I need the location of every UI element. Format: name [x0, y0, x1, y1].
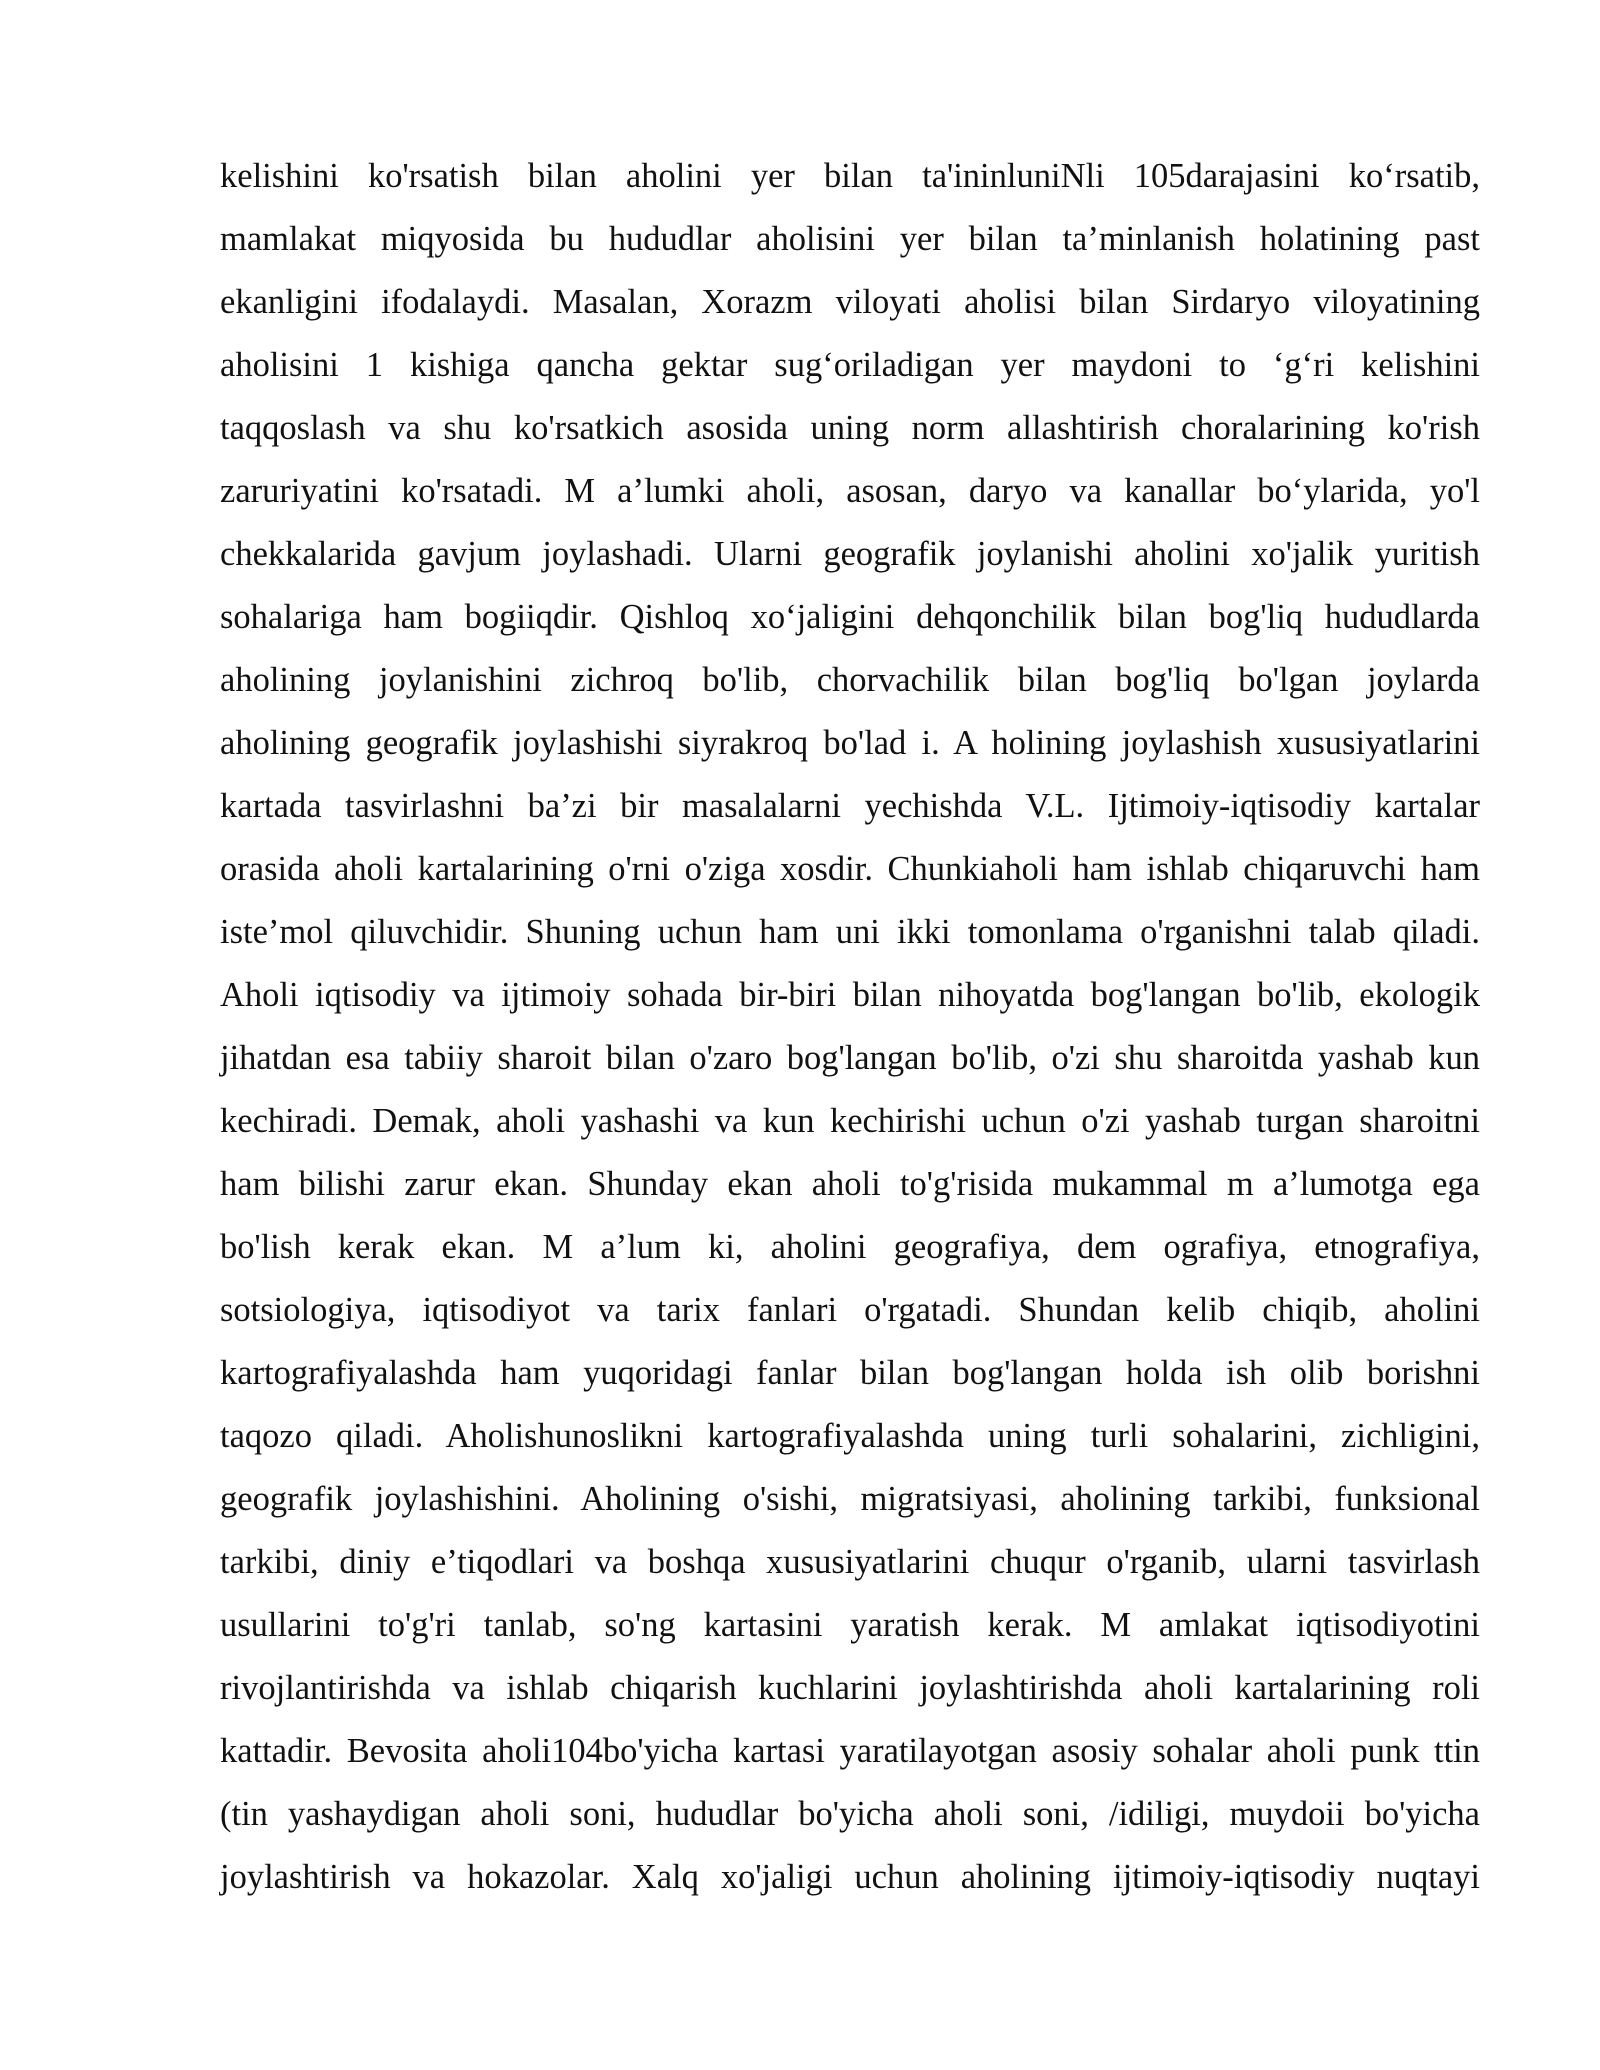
- text-line: taqozo qiladi. Aholishunoslikni kartografiyalashda uning turli sohalarini, zichligini,: [220, 1417, 1480, 1455]
- text-line: rivojlantirishda va ishlab chiqarish kuchlarini joylashtirishda aholi kartalarining roli: [220, 1669, 1480, 1707]
- text-line: kechiradi. Demak, aholi yashashi va kun kechirishi uchun o'zi yashab turgan sharoitni: [220, 1102, 1480, 1140]
- text-line: taqqoslash va shu ko'rsatkich asosida uning norm allashtirish choralarining ko'rish: [220, 409, 1480, 447]
- text-line: Aholi iqtisodiy va ijtimoiy sohada bir-biri bilan nihoyatda bog'langan bo'lib, ekologik: [220, 976, 1480, 1014]
- text-line: zaruriyatini ko'rsatadi. M a’lumki aholi, asosan, daryo va kanallar bo‘ylarida, yo'l: [220, 472, 1480, 510]
- text-line: sotsiologiya, iqtisodiyot va tarix fanlari o'rgatadi. Shundan kelib chiqib, aholini: [220, 1291, 1480, 1329]
- text-line: bo'lish kerak ekan. M a’lum ki, aholini geografiya, dem ografiya, etnografiya,: [220, 1228, 1480, 1266]
- body-text: [220, 145, 1480, 1909]
- text-line: aholisini 1 kishiga qancha gektar sug‘oriladigan yer maydoni to ‘g‘ri kelishini: [220, 346, 1480, 384]
- text-line: aholining geografik joylashishi siyrakroq bo'lad i. A holining joylashish xususiyatlarini: [220, 724, 1480, 762]
- text-line: mamlakat miqyosida bu hududlar aholisini yer bilan ta’minlanish holatining past: [220, 220, 1480, 258]
- text-line: iste’mol qiluvchidir. Shuning uchun ham uni ikki tomonlama o'rganishni talab qiladi.: [220, 913, 1480, 951]
- text-line: geografik joylashishini. Aholining o'sishi, migratsiyasi, aholining tarkibi, funksional: [220, 1480, 1480, 1518]
- text-line: kelishini ko'rsatish bilan aholini yer bilan ta'ininluniNli 105darajasini ko‘rsatib,: [220, 157, 1480, 195]
- text-line: aholining joylanishini zichroq bo'lib, chorvachilik bilan bog'liq bo'lgan joylarda: [220, 661, 1480, 699]
- text-line: ham bilishi zarur ekan. Shunday ekan aholi to'g'risida mukammal m a’lumotga ega: [220, 1165, 1480, 1203]
- text-line: kartografiyalashda ham yuqoridagi fanlar bilan bog'langan holda ish olib borishni: [220, 1354, 1480, 1392]
- text-line: kattadir. Bevosita aholi104bo'yicha kartasi yaratilayotgan asosiy sohalar aholi punk ttin: [220, 1732, 1480, 1770]
- text-line: orasida aholi kartalarining o'rni o'ziga xosdir. Chunkiaholi ham ishlab chiqaruvchi ham: [220, 850, 1480, 888]
- text-line: chekkalarida gavjum joylashadi. Ularni geografik joylanishi aholini xo'jalik yuritish: [220, 535, 1480, 573]
- text-line: kartada tasvirlashni ba’zi bir masalalarni yechishda V.L. Ijtimoiy-iqtisodiy kartalar: [220, 787, 1480, 825]
- text-line: joylashtirish va hokazolar. Xalq xo'jaligi uchun aholining ijtimoiy-iqtisodiy nuqtayi: [220, 1858, 1480, 1896]
- text-line: jihatdan esa tabiiy sharoit bilan o'zaro bog'langan bo'lib, o'zi shu sharoitda yashab kun: [220, 1039, 1480, 1077]
- text-line: tarkibi, diniy e’tiqodlari va boshqa xususiyatlarini chuqur o'rganib, ularni tasvirlash: [220, 1543, 1480, 1581]
- text-line: sohalariga ham bogiiqdir. Qishloq xo‘jaligini dehqonchilik bilan bog'liq hududlarda: [220, 598, 1480, 636]
- text-line: ekanligini ifodalaydi. Masalan, Xorazm viloyati aholisi bilan Sirdaryo viloyatining: [220, 283, 1480, 321]
- text-line: (tin yashaydigan aholi soni, hududlar bo'yicha aholi soni, /idiligi, muydoii bo'yicha: [220, 1795, 1480, 1833]
- text-line: usullarini to'g'ri tanlab, so'ng kartasini yaratish kerak. M amlakat iqtisodiyotini: [220, 1606, 1480, 1644]
